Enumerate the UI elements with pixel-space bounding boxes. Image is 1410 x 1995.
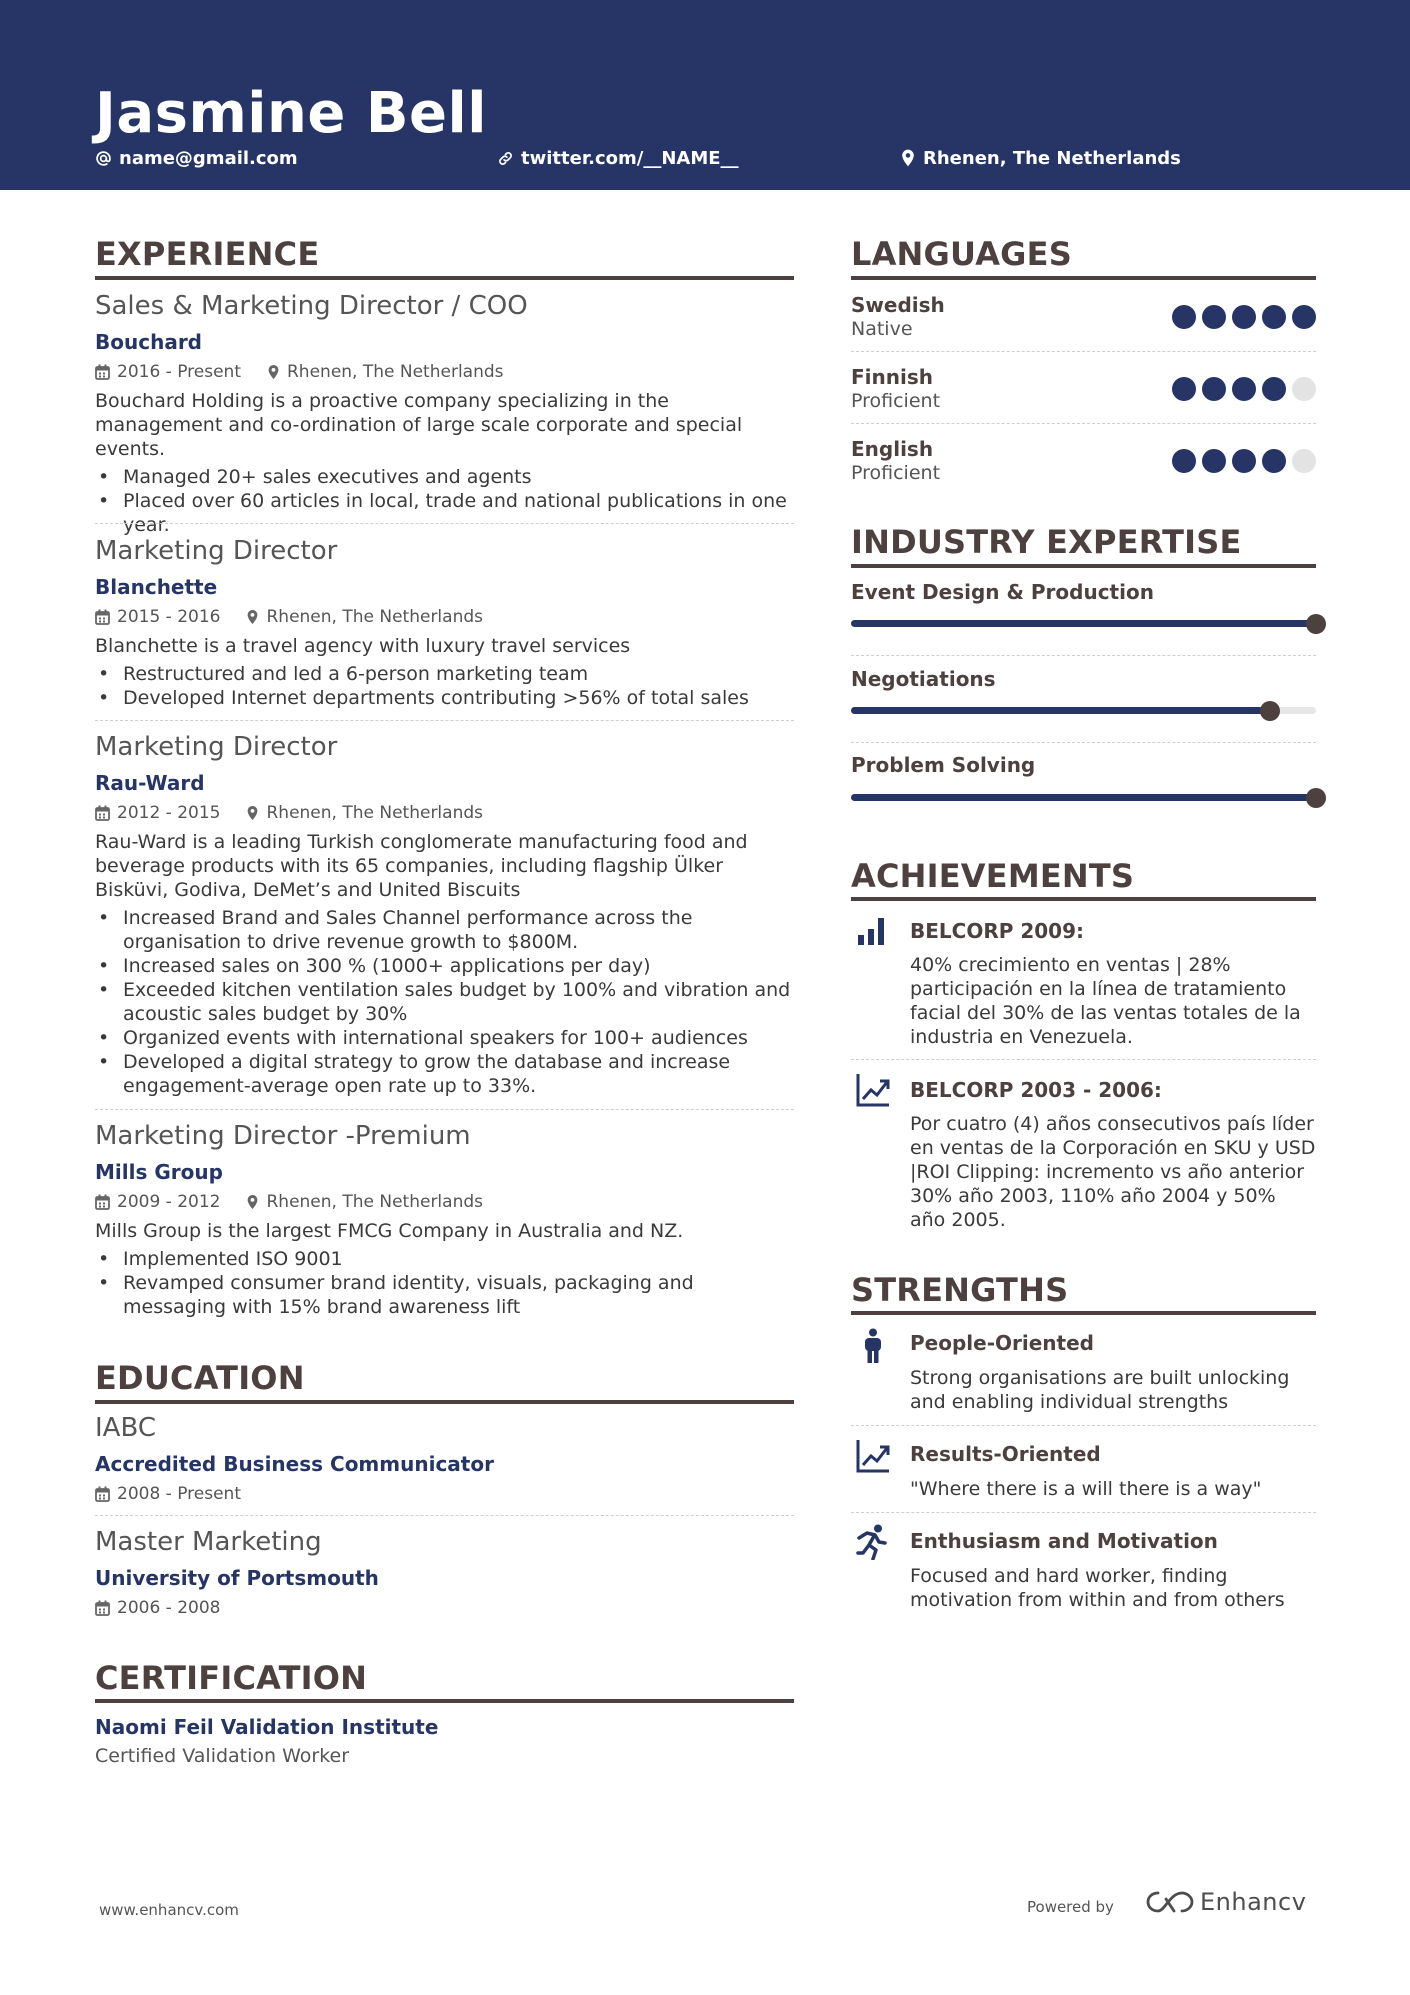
entry-meta [95, 1596, 794, 1620]
trend-up-icon [855, 1072, 891, 1108]
entry-divider [95, 720, 794, 721]
calendar-icon [95, 1600, 110, 1616]
location-pin-icon [246, 609, 259, 625]
contact-email[interactable] [95, 145, 298, 171]
rating-dot-empty [1292, 449, 1316, 473]
strength-description: Focused and hard worker, finding motivation from within and from others [910, 1565, 1285, 1611]
language-item [851, 365, 1316, 413]
location-pin-icon [900, 149, 916, 167]
list-item: • Revamped consumer brand identity, visuals, packaging and messaging with 15% brand awareness lift [95, 1271, 794, 1319]
rating-dots [1166, 305, 1316, 329]
bar-chart-icon [857, 915, 889, 947]
job-title: Marketing Director [95, 732, 338, 762]
achievement-list [95, 662, 794, 710]
rating-dot-filled [1172, 449, 1196, 473]
date-range: 2009 - 2012 [117, 1192, 221, 1212]
industry-expertise-heading: INDUSTRY EXPERTISE [851, 523, 1242, 561]
list-item: • Placed over 60 articles in local, trade and national publications in one year. [95, 489, 794, 537]
section-divider [851, 1311, 1316, 1315]
date-range: 2012 - 2015 [117, 803, 221, 823]
achievement-title: BELCORP 2009: [910, 919, 1085, 943]
skill-name: Event Design & Production [851, 580, 1154, 604]
header-banner [0, 0, 1410, 190]
calendar-icon [95, 1486, 110, 1502]
language-level: Native [851, 318, 913, 340]
education-entry [95, 1411, 794, 1506]
entry-meta [95, 605, 794, 629]
skill-bar [851, 620, 1316, 627]
language-item [851, 293, 1316, 341]
language-name: Finnish [851, 365, 933, 389]
company-name: Mills Group [95, 1160, 223, 1184]
language-level: Proficient [851, 462, 941, 484]
rating-dot-empty [1292, 377, 1316, 401]
rating-dot-filled [1262, 305, 1286, 329]
company-description: Bouchard Holding is a proactive company specializing in the management and co-ordination of large scale corporate and special events. [95, 390, 743, 460]
achievement-title: BELCORP 2003 - 2006: [910, 1078, 1162, 1102]
person-icon [862, 1328, 884, 1364]
footer-url[interactable]: www.enhancv.com [99, 1901, 239, 1919]
rating-dot-filled [1262, 449, 1286, 473]
calendar-icon [95, 364, 110, 380]
entry-divider [851, 1512, 1316, 1513]
certification-heading: CERTIFICATION [95, 1659, 368, 1697]
rating-dot-filled [1262, 377, 1286, 401]
company-name: Rau-Ward [95, 771, 205, 795]
trend-up-icon [855, 1438, 891, 1474]
achievement-item [910, 1077, 1316, 1232]
list-item: • Organized events with international speakers for 100+ audiences [95, 1026, 794, 1050]
entry-meta [95, 360, 794, 384]
section-divider [851, 897, 1316, 901]
certification-title: Certified Validation Worker [95, 1745, 350, 1767]
job-title: Marketing Director [95, 536, 338, 566]
experience-entry [95, 534, 794, 710]
achievement-description: 40% crecimiento en ventas | 28% participación en la línea de tratamiento facial del 30% de las ventas totales de la industria en Venezuela. [910, 954, 1301, 1048]
rating-dot-filled [1202, 305, 1226, 329]
section-divider [95, 1400, 794, 1404]
location-pin-icon [246, 805, 259, 821]
rating-dot-filled [1172, 377, 1196, 401]
list-item: • Increased sales on 300 % (1000+ applications per day) [95, 954, 794, 978]
rating-dot-filled [1292, 305, 1316, 329]
rating-dot-filled [1232, 377, 1256, 401]
entry-location: Rhenen, The Netherlands [287, 362, 504, 382]
strength-item [910, 1441, 1316, 1501]
section-divider [95, 276, 794, 280]
degree-name: University of Portsmouth [95, 1566, 379, 1590]
location-text: Rhenen, The Netherlands [923, 147, 1181, 169]
link-text: twitter.com/__NAME__ [521, 147, 739, 169]
experience-entry [95, 289, 794, 537]
rating-dot-filled [1232, 305, 1256, 329]
language-level: Proficient [851, 390, 941, 412]
entry-divider [851, 1059, 1316, 1060]
entry-meta [95, 801, 794, 825]
enhancv-logo[interactable] [1146, 1888, 1306, 1916]
enhancv-logo-icon [1146, 1889, 1194, 1915]
candidate-name: Jasmine Bell [95, 81, 487, 146]
job-title: Sales & Marketing Director / COO [95, 291, 528, 321]
entry-location: Rhenen, The Netherlands [266, 607, 483, 627]
list-item: • Restructured and led a 6-person marketing team [95, 662, 794, 686]
list-item: • Developed a digital strategy to grow the database and increase engagement-average open rate up to 33%. [95, 1050, 794, 1098]
date-range: 2006 - 2008 [117, 1598, 221, 1618]
section-divider [95, 1699, 794, 1703]
location-pin-icon [267, 364, 280, 380]
entry-divider [95, 1515, 794, 1516]
list-item: • Exceeded kitchen ventilation sales budget by 100% and vibration and acoustic sales budget by 30% [95, 978, 794, 1026]
email-text: name@gmail.com [119, 147, 298, 169]
achievement-list [95, 906, 794, 1098]
section-divider [851, 276, 1316, 280]
company-description: Rau-Ward is a leading Turkish conglomerate manufacturing food and beverage products with its 65 companies, including flagship Ülker Bisküvi, Godiva, DeMet’s and United Biscuits [95, 831, 748, 901]
skill-bar-fill [851, 620, 1316, 627]
at-icon [95, 150, 112, 167]
entry-meta [95, 1190, 794, 1214]
entry-location: Rhenen, The Netherlands [266, 1192, 483, 1212]
strength-title: Results-Oriented [910, 1442, 1101, 1466]
rating-dot-filled [1232, 449, 1256, 473]
degree-name: Accredited Business Communicator [95, 1452, 494, 1476]
experience-heading: EXPERIENCE [95, 235, 320, 273]
company-name: Blanchette [95, 575, 218, 599]
location-pin-icon [246, 1194, 259, 1210]
list-item: • Developed Internet departments contributing >56% of total sales [95, 686, 794, 710]
calendar-icon [95, 609, 110, 625]
strength-item [910, 1528, 1316, 1612]
entry-divider [851, 351, 1316, 352]
skill-bar-knob [1260, 701, 1280, 721]
company-description: Blanchette is a travel agency with luxury travel services [95, 635, 631, 657]
skill-bar-fill [851, 794, 1316, 801]
skill-name: Problem Solving [851, 753, 1036, 777]
date-range: 2015 - 2016 [117, 607, 221, 627]
school-name: Master Marketing [95, 1527, 322, 1557]
entry-divider [851, 423, 1316, 424]
experience-entry [95, 730, 794, 1098]
skill-bar-knob [1306, 614, 1326, 634]
skill-bar-fill [851, 707, 1270, 714]
certification-entry [95, 1714, 794, 1768]
entry-divider [851, 742, 1316, 743]
rating-dot-filled [1202, 449, 1226, 473]
skill-name: Negotiations [851, 667, 996, 691]
achievement-item [910, 918, 1316, 1049]
calendar-icon [95, 805, 110, 821]
entry-location: Rhenen, The Netherlands [266, 803, 483, 823]
rating-dots [1166, 449, 1316, 473]
calendar-icon [95, 1194, 110, 1210]
achievements-heading: ACHIEVEMENTS [851, 857, 1135, 895]
rating-dot-filled [1202, 377, 1226, 401]
experience-entry [95, 1119, 794, 1319]
language-name: English [851, 437, 934, 461]
contact-location [900, 145, 1181, 171]
achievement-description: Por cuatro (4) años consecutivos país líder en ventas de la Corporación en SKU y USD |ROI Clipping: incremento vs año anterior 30% año 2003, 110% año 2004 y 50% año 2005. [910, 1113, 1316, 1231]
language-name: Swedish [851, 293, 945, 317]
entry-divider [95, 1109, 794, 1110]
languages-heading: LANGUAGES [851, 235, 1072, 273]
date-range: 2008 - Present [117, 1484, 241, 1504]
job-title: Marketing Director -Premium [95, 1121, 471, 1151]
company-description: Mills Group is the largest FMCG Company in Australia and NZ. [95, 1220, 684, 1242]
footer-powered-by: Powered by [1027, 1898, 1114, 1916]
language-item [851, 437, 1316, 485]
list-item: • Increased Brand and Sales Channel performance across the organisation to drive revenue growth to $800M. [95, 906, 794, 954]
strength-description: Strong organisations are built unlocking and enabling individual strengths [910, 1367, 1290, 1413]
education-heading: EDUCATION [95, 1359, 305, 1397]
brand-name: Enhancv [1200, 1888, 1307, 1916]
strength-description: "Where there is a will there is a way" [910, 1478, 1262, 1500]
achievement-list [95, 465, 794, 537]
strength-title: Enthusiasm and Motivation [910, 1529, 1218, 1553]
skill-bar [851, 707, 1316, 714]
list-item: • Implemented ISO 9001 [95, 1247, 794, 1271]
skill-bar-knob [1306, 788, 1326, 808]
strengths-heading: STRENGTHS [851, 1271, 1069, 1309]
strength-item [910, 1330, 1316, 1414]
entry-divider [851, 1425, 1316, 1426]
entry-divider [851, 655, 1316, 656]
achievement-list [95, 1247, 794, 1319]
school-name: IABC [95, 1413, 156, 1443]
entry-meta [95, 1482, 794, 1506]
rating-dot-filled [1172, 305, 1196, 329]
link-icon [497, 150, 514, 167]
section-divider [851, 564, 1316, 568]
company-name: Bouchard [95, 330, 202, 354]
date-range: 2016 - Present [117, 362, 241, 382]
skill-bar [851, 794, 1316, 801]
contact-link[interactable] [497, 145, 739, 171]
list-item: • Managed 20+ sales executives and agents [95, 465, 794, 489]
certification-issuer: Naomi Feil Validation Institute [95, 1715, 439, 1739]
entry-divider [95, 523, 794, 524]
strength-title: People-Oriented [910, 1331, 1094, 1355]
education-entry [95, 1525, 794, 1620]
running-person-icon [855, 1524, 891, 1560]
rating-dots [1166, 377, 1316, 401]
